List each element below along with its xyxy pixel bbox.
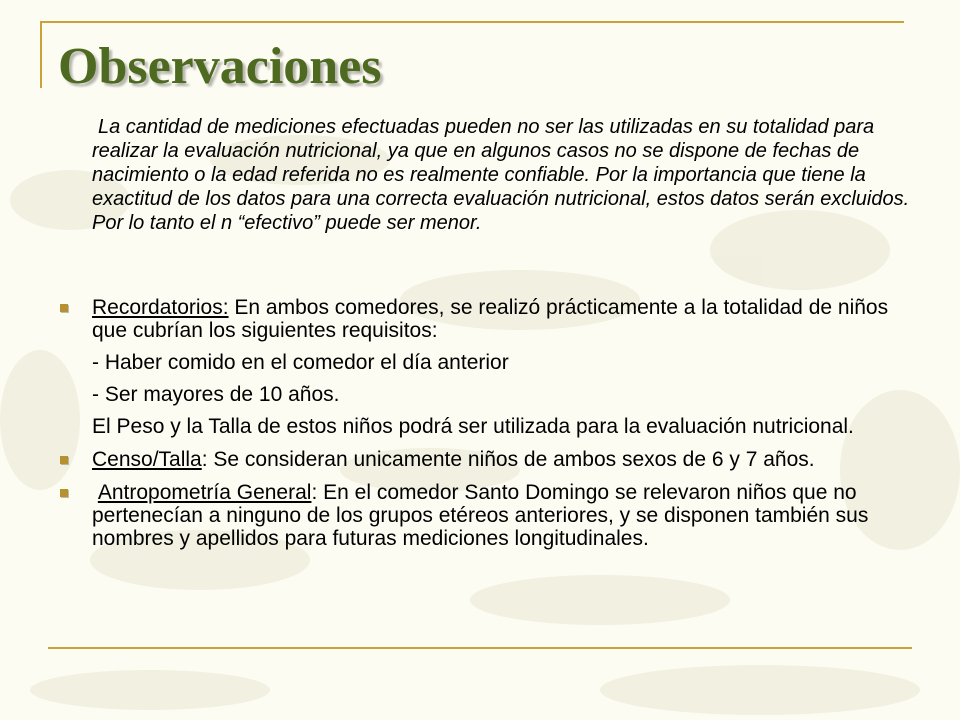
intro-lead: La cantidad de mediciones efectuadas pueden no ser las utilizadas en xyxy=(98,116,721,138)
bullet-text: : Se consideran unicamente niños de ambos sexos de 6 y 7 años. xyxy=(201,448,815,471)
top-rule xyxy=(40,21,904,23)
bullet-term: Recordatorios: xyxy=(92,296,229,319)
bullet-censo-talla xyxy=(60,448,912,471)
bottom-rule xyxy=(48,647,912,649)
square-bullet-icon xyxy=(60,456,68,464)
bullet-term: Censo/Talla xyxy=(92,448,202,471)
bullet-text: En ambos comedores, se realizó prácticamente a la totalidad de niños que cubrían los siguientes requisitos: xyxy=(92,296,889,342)
bullet-antropometria xyxy=(60,481,912,550)
sub-item: El Peso y la Talla de estos niños podrá ser utilizada para la evaluación nutricional. xyxy=(92,415,854,438)
left-rule xyxy=(40,21,42,88)
square-bullet-icon xyxy=(60,304,68,312)
bullet-term: Antropometría General xyxy=(97,481,312,504)
bullet-list xyxy=(60,296,912,550)
intro-paragraph xyxy=(92,115,912,235)
sub-item: - Haber comido en el comedor el día anterior xyxy=(92,351,509,374)
sub-item: - Ser mayores de 10 años. xyxy=(92,383,340,406)
slide-title: Observaciones xyxy=(58,38,382,95)
bullet-recordatorios xyxy=(60,296,912,342)
square-bullet-icon xyxy=(60,489,68,497)
intro-rest: su totalidad para realizar la evaluación nutricional, ya que en algunos casos no se dispone de fechas de nacimiento o la edad referida no es realmente confiable. Por la importancia que tiene la exactitud de los datos para una correcta evaluación nutricional, estos datos serán excluidos. Por lo tanto el n “efectivo” puede ser menor. xyxy=(92,116,910,234)
bullet-text: : En el comedor Santo Domingo se relevaron niños que no pertenecían a ninguno de los grupos etéreos anteriores, y se disponen también sus nombres y apellidos para futuras mediciones longitudinales. xyxy=(92,481,869,550)
